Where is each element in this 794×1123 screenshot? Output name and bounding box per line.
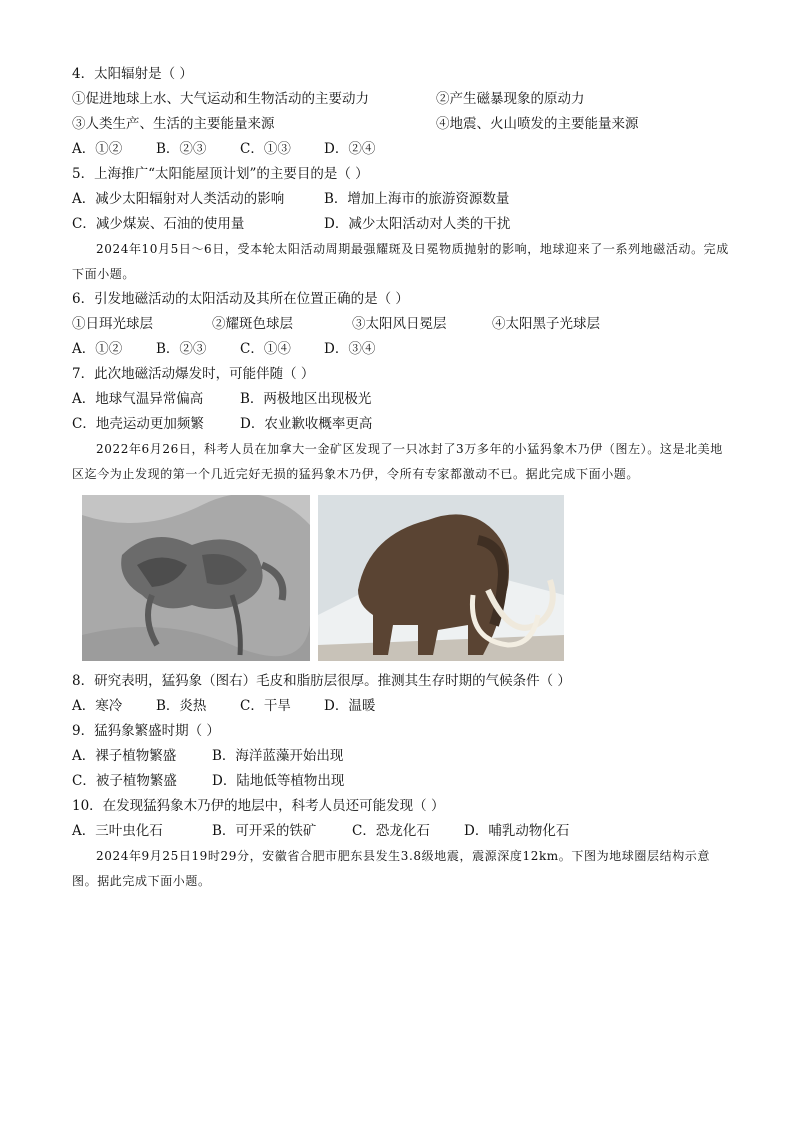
- q7-choices-row1: [72, 387, 732, 412]
- q6-choice-a: A．①②: [72, 341, 123, 357]
- q10-choice-d: D．哺乳动物化石: [464, 823, 570, 839]
- q5-choices-row1: [72, 187, 732, 212]
- q4-opt1: ①促进地球上水、大气运动和生物活动的主要动力: [72, 91, 369, 107]
- q9-choice-d: D．陆地低等植物出现: [212, 773, 345, 789]
- q7-stem: 7．此次地磁活动爆发时，可能伴随（ ）: [72, 366, 315, 382]
- q7-choices-row2: [72, 412, 732, 437]
- exam-page: [72, 62, 732, 894]
- q4-options-row1: [72, 87, 732, 112]
- passage-earthquake: 2024年9月25日19时29分，安徽省合肥市肥东县发生3.8级地震，震源深度12km。下图为地球圈层结构示意图。据此完成下面小题。: [72, 849, 710, 888]
- mammoth-image: [318, 495, 564, 661]
- q6-opt2: ②耀斑色球层: [212, 316, 293, 332]
- q7-choice-c: C．地壳运动更加频繁: [72, 416, 204, 432]
- q6-choice-b: B．②③: [156, 341, 207, 357]
- q7-choice-b: B．两极地区出现极光: [240, 391, 372, 407]
- q9-stem: 9．猛犸象繁盛时期（ ）: [72, 723, 220, 739]
- q9-choice-c: C．被子植物繁盛: [72, 773, 177, 789]
- q4-opt2: ②产生磁暴现象的原动力: [436, 91, 585, 107]
- q8-choice-b: B．炎热: [156, 698, 207, 714]
- q5-choice-a: A．减少太阳辐射对人类活动的影响: [72, 191, 285, 207]
- q8-stem: 8．研究表明，猛犸象（图右）毛皮和脂肪层很厚。推测其生存时期的气候条件（ ）: [72, 673, 571, 689]
- q6-choice-c: C．①④: [240, 341, 291, 357]
- q9-choices-row2: [72, 769, 732, 794]
- q10-choice-b: B．可开采的铁矿: [212, 823, 317, 839]
- q6-opt1: ①日珥光球层: [72, 316, 153, 332]
- q9-choices-row1: [72, 744, 732, 769]
- passage-geomagnetic: 2024年10月5日～6日，受本轮太阳活动周期最强耀斑及日冕物质抛射的影响，地球迎来了一系列地磁活动。完成下面小题。: [72, 242, 729, 281]
- mammoth-figures: [82, 495, 732, 661]
- q4-choice-b: B．②③: [156, 141, 207, 157]
- q4-stem: 4．太阳辐射是（ ）: [72, 66, 193, 82]
- q10-choice-a: A．三叶虫化石: [72, 823, 163, 839]
- q8-choices: [72, 694, 732, 719]
- q8-choice-d: D．温暖: [324, 698, 376, 714]
- q4-opt3: ③人类生产、生活的主要能量来源: [72, 116, 275, 132]
- q7-choice-a: A．地球气温异常偏高: [72, 391, 204, 407]
- q6-stem: 6．引发地磁活动的太阳活动及其所在位置正确的是（ ）: [72, 291, 409, 307]
- q8-choice-a: A．寒冷: [72, 698, 123, 714]
- q4-choice-a: A．①②: [72, 141, 123, 157]
- mammoth-illustration: [318, 495, 564, 661]
- q4-options-row2: [72, 112, 732, 137]
- q4-choice-c: C．①③: [240, 141, 291, 157]
- q5-choice-b: B．增加上海市的旅游资源数量: [324, 191, 510, 207]
- q7-choice-d: D．农业歉收概率更高: [240, 416, 373, 432]
- passage-mammoth: 2022年6月26日，科考人员在加拿大一金矿区发现了一只冰封了3万多年的小猛犸象木乃伊（图左）。这是北美地区迄今为止发现的第一个几近完好无损的猛犸象木乃伊，令所有专家都激动不已。据此完成下面小题。: [72, 442, 723, 481]
- q4-choice-d: D．②④: [324, 141, 376, 157]
- q9-choice-b: B．海洋蓝藻开始出现: [212, 748, 344, 764]
- q6-opt4: ④太阳黑子光球层: [492, 316, 600, 332]
- q5-choices-row2: [72, 212, 732, 237]
- q5-choice-c: C．减少煤炭、石油的使用量: [72, 216, 245, 232]
- q6-options: [72, 312, 732, 337]
- q5-stem: 5．上海推广“太阳能屋顶计划”的主要目的是（ ）: [72, 166, 369, 182]
- q6-choice-d: D．③④: [324, 341, 376, 357]
- q9-choice-a: A．裸子植物繁盛: [72, 748, 177, 764]
- q8-choice-c: C．干旱: [240, 698, 291, 714]
- q4-choices: [72, 137, 732, 162]
- q4-opt4: ④地震、火山喷发的主要能量来源: [436, 116, 639, 132]
- q10-choice-c: C．恐龙化石: [352, 823, 430, 839]
- q10-choices: [72, 819, 732, 844]
- mammoth-mummy-photo: [82, 495, 310, 661]
- q10-stem: 10．在发现猛犸象木乃伊的地层中，科考人员还可能发现（ ）: [72, 798, 445, 814]
- mummy-image: [82, 495, 310, 661]
- q6-opt3: ③太阳风日冕层: [352, 316, 447, 332]
- q6-choices: [72, 337, 732, 362]
- q5-choice-d: D．减少太阳活动对人类的干扰: [324, 216, 511, 232]
